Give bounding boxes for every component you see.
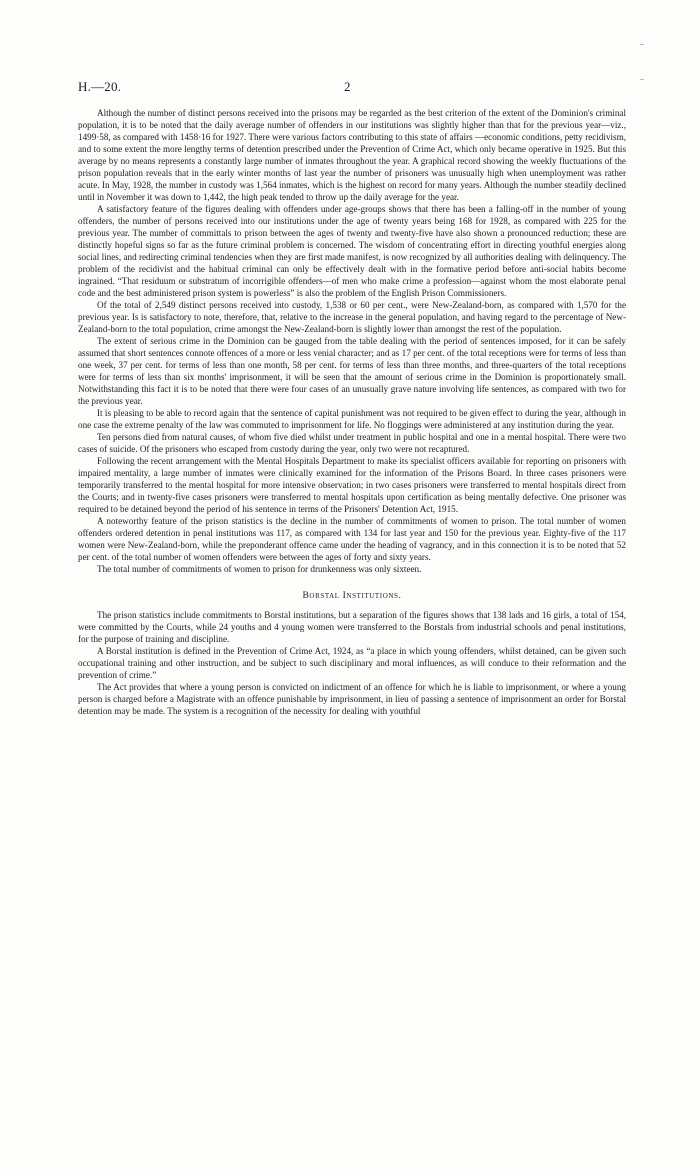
- paragraph-deaths-escapes: Ten persons died from natural causes, of whom five died whilst under treatment in public hospital and one in a mental hospital. There were two cases of suicide. Of the prisoners who escaped from custody during the year, only two were not recaptured.: [78, 432, 626, 454]
- paragraph-new-zealand-born: Of the total of 2,549 distinct persons received into custody, 1,538 or 60 per cent., were New-Zealand-born, as compared with 1,570 for the previous year. Is is satisfactory to note, therefore, that, relative to the increase in the general population, and having regard to the percentage of New-Zealand-born to the total population, crime amongst the New-Zealand-born is slightly lower than amongst the rest of the population.: [78, 300, 626, 334]
- paragraph-young-offenders: A satisfactory feature of the figures dealing with offenders under age-groups shows that there has been a falling-off in the number of young offenders, the number of persons received into our institutions under the age of twenty years being 168 for 1928, as compared with 225 for the previous year. The number of committals to prison between the ages of twenty and twenty-five have also shown a pronounced reduction; these are distinctly hopeful signs so far as the future criminal problem is concerned. The wisdom of concentrating effort in directing youthful energies along social lines, and redirecting criminal tendencies when they are first made manifest, is now recognized by all authorities dealing with delinquency. The problem of the recidivist and the habitual criminal can only be effectively dealt with in the formative period before anti-social habits become ingrained. “That residuum or substratum of incorrigible offenders—of men who make crime a profession—against whom the most elaborate penal code and the best administered prison system is powerless” is also the problem of the English Prison Commissioners.: [78, 204, 626, 298]
- paragraph-borstal-definition: A Borstal institution is defined in the Prevention of Crime Act, 1924, as “a place in which young offenders, whilst detained, can be given such occupational training and other instruction, and be subject to such disciplinary and moral influences, as will conduce to their reformation and the prevention of crime.”: [78, 646, 626, 680]
- body-text: [78, 107, 626, 717]
- paragraph-capital-punishment: It is pleasing to be able to record again that the sentence of capital punishment was not required to be given effect to during the year, although in one case the extreme penalty of the law was commuted to imprisonment for life. No floggings were administered at any institution during the year.: [78, 408, 626, 430]
- margin-mark: [640, 44, 644, 45]
- margin-mark: [640, 79, 644, 80]
- paragraph-drunkenness: The total number of commitments of women to prison for drunkenness was only sixteen.: [97, 564, 422, 574]
- paragraph-mental-hospitals: Following the recent arrangement with the Mental Hospitals Department to make its specialist officers available for reporting on prisoners with impaired mentality, a large number of inmates were clinically examined for the information of the Prisons Board. In three cases prisoners were temporarily transferred to the mental hospital for more intensive observation; in two cases prisoners were transferred to mental hospitals direct from the Courts; and in twenty-five cases prisoners were transferred to mental hospitals upon certification as being mentally defective. One prisoner was required to be detained beyond the period of his sentence in terms of the Prisoners' Detention Act, 1915.: [78, 456, 626, 514]
- page-number: 2: [344, 79, 351, 94]
- paper-reference: H.—20.: [78, 79, 122, 94]
- paragraph-borstal-statistics: The prison statistics include commitments to Borstal institutions, but a separation of the figures shows that 138 lads and 16 girls, a total of 154, were committed by the Courts, while 24 youths and 4 young women were transferred to the Borstals from industrial schools and penal institutions, for the purpose of training and discipline.: [78, 610, 626, 644]
- paragraph-women-offenders: A noteworthy feature of the prison statistics is the decline in the number of commitments of women to prison. The total number of women offenders ordered detention in penal institutions was 117, as compared with 134 for last year and 150 for the previous year. Eighty-five of the 117 women were New-Zealand-born, while the preponderant offence came under the heading of vagrancy, and in this connection it is to be noted that 52 per cent. of the total number of women offenders were between the ages of forty and sixty years.: [78, 516, 626, 562]
- section-heading-borstal: Borstal Institutions.: [302, 591, 402, 601]
- paragraph-daily-average: Although the number of distinct persons received into the prisons may be regarded as the best criterion of the extent of the Dominion's criminal population, it is to be noted that the daily average number of offenders in our institutions was slightly higher than that for the previous year—viz., 1499·58, as compared with 1458·16 for 1927. There were various factors contributing to this state of affairs —economic conditions, petty recidivism, and to some extent the more lengthy terms of detention prescribed under the Prevention of Crime Act, which only became operative in 1925. But this average by no means represents a constantly large number of inmates throughout the year. A graphical record showing the weekly fluctuations of the prison population reveals that in the early winter months of last year the number of prisoners was unusually high when unemployment was rather acute. In May, 1928, the number in custody was 1,564 inmates, which is the highest on record for many years. Although the number steadily declined until in November it was down to 1,442, the high peak tended to throw up the daily average for the year.: [78, 108, 626, 202]
- paragraph-serious-crime: The extent of serious crime in the Dominion can be gauged from the table dealing with the period of sentences imposed, for it can be safely assumed that short sentences connote offences of a more or less venial character; and as 17 per cent. of the total receptions were for terms of less than one week, 37 per cent. for terms of less than one month, 58 per cent. for terms of less than three months, and three-quarters of the total receptions were for terms of less than six months' imprisonment, it will be seen that the amount of serious crime in the Dominion is proportionately small. Notwithstanding this fact it is to be noted that there were four cases of an unusually grave nature involving life sentences, as compared with two for the previous year.: [78, 336, 626, 406]
- paragraph-borstal-act: The Act provides that where a young person is convicted on indictment of an offence for which he is liable to imprisonment, or where a young person is charged before a Magistrate with an offence punishable by imprisonment, in lieu of passing a sentence of imprisonment an order for Borstal detention may be made. The system is a recognition of the necessity for dealing with youthful: [78, 682, 626, 716]
- page-header: [78, 78, 626, 96]
